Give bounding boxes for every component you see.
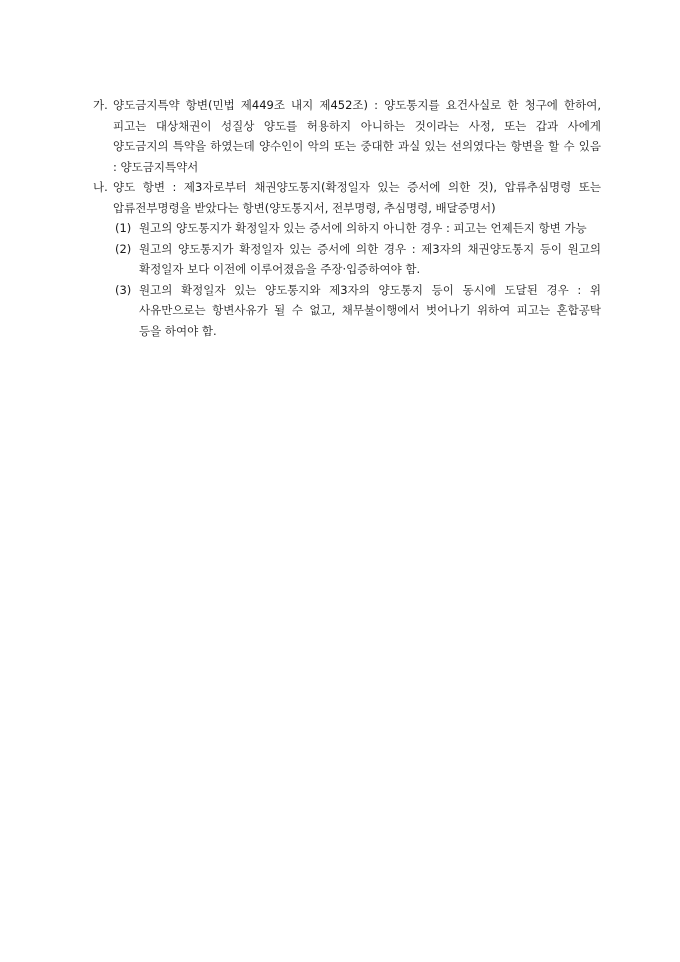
section-na [93,177,601,218]
section-ga [93,95,601,177]
subitem-marker: (2) [115,241,132,256]
section-marker: 나. [93,180,108,194]
subitem-1 [93,218,601,239]
subitem-marker: (1) [115,221,132,235]
subitem-2 [93,239,601,280]
section-text: 양도금지특약 항변(민법 제449조 내지 제452조) : 양도통지를 요건사실로 한 청구에 한하여, 피고는 대상채권이 성질상 양도를 허용하지 아니하는 것이라는 사정, 또는 갑과 사에게 양도금지의 특약을 하였는데 양수인이 악의 또는 중대한 과실 있는 선의였다는 항변을 할 수 있음 : 양도금지특약서 [113,98,601,174]
subitem-text: 원고의 확정일자 있는 양도통지와 제3자의 양도통지 등이 동시에 도달된 경우 : 위 사유만으로는 항변사유가 될 수 없고, 채무불이행에서 벗어나기 위하여 피고는 혼합공탁 등을 하여야 함. [139,282,601,338]
section-marker: 가. [93,98,108,112]
section-text: 양도 항변 : 제3자로부터 채권양도통지(확정일자 있는 증서에 의한 것), 압류추심명령 또는 압류전부명령을 받았다는 항변(양도통지서, 전부명령, 추심명령, 배달증명서) [113,180,601,215]
document-body [93,95,601,341]
subitem-3 [93,280,601,342]
subitem-text: 원고의 양도통지가 확정일자 있는 증서에 의한 경우 : 제3자의 채권양도통지 등이 원고의 확정일자 보다 이전에 이루어졌음을 주장·입증하여야 함. [139,241,601,276]
subitem-marker: (3) [115,282,132,297]
subitem-text: 원고의 양도통지가 확정일자 있는 증서에 의하지 아니한 경우 : 피고는 언제든지 항변 가능 [139,221,587,235]
